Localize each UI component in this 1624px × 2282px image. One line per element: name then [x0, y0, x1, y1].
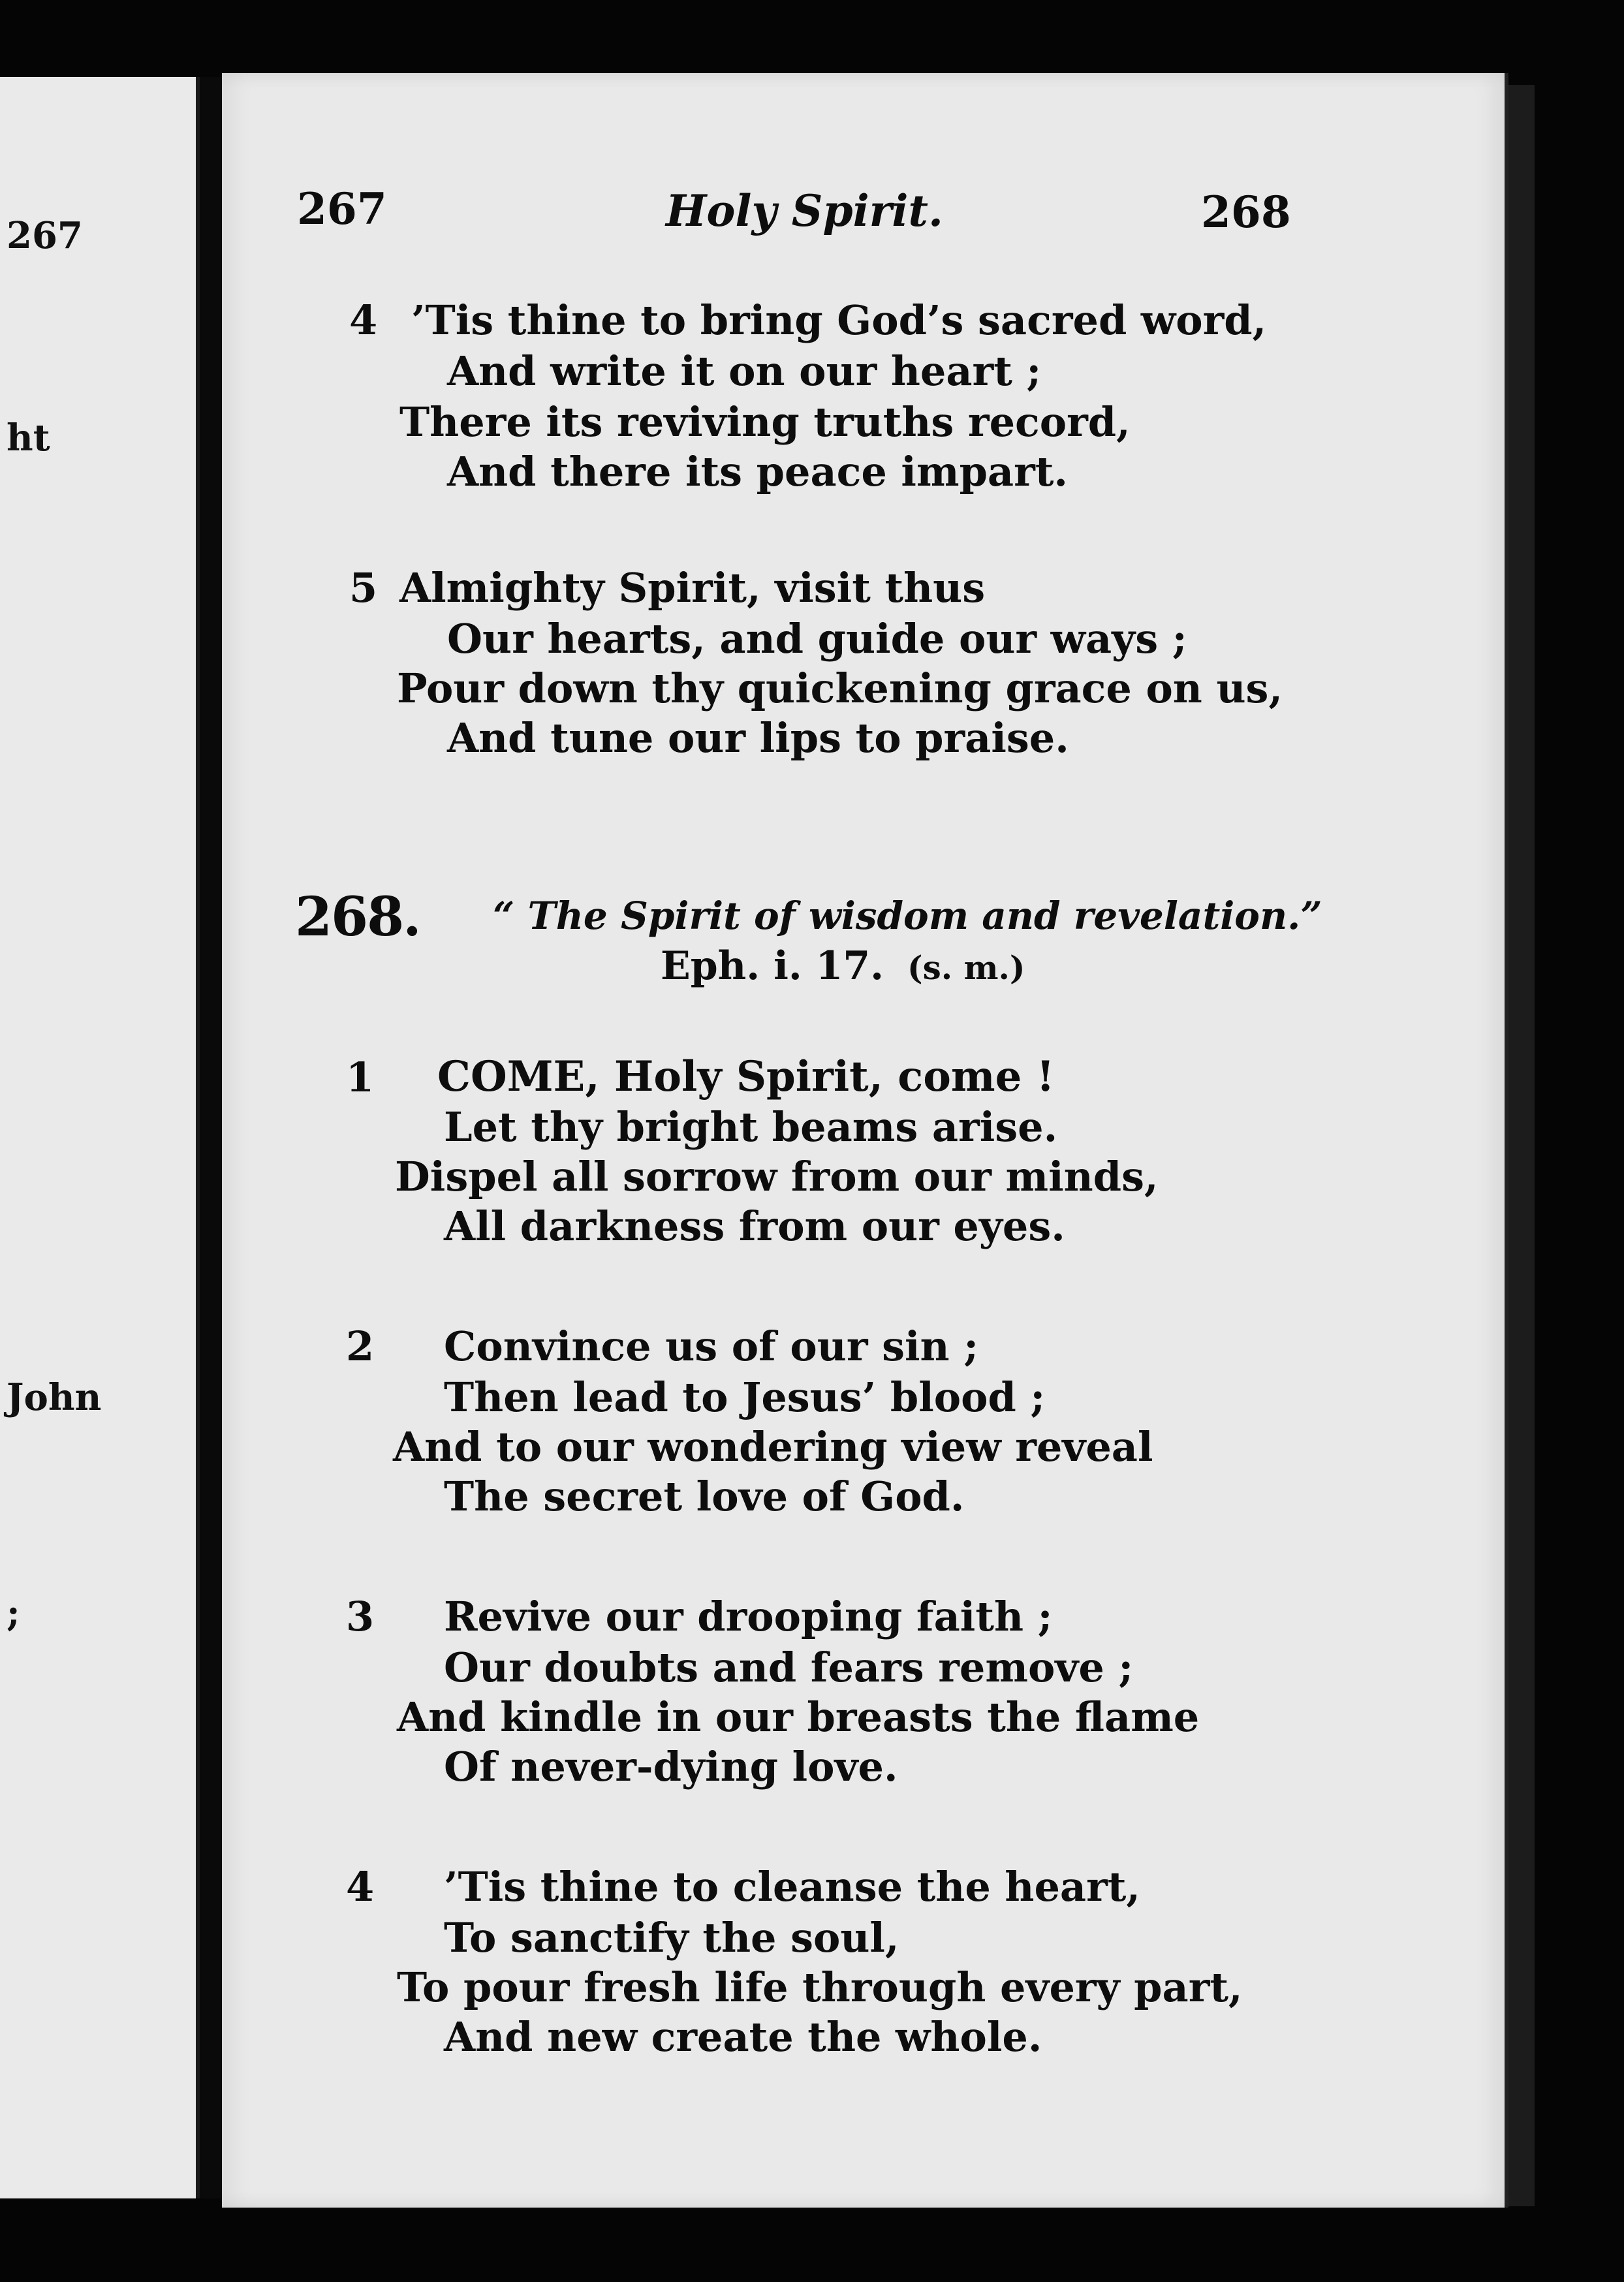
verse-line: All darkness from our eyes.	[444, 1202, 1065, 1250]
hymn-subtitle: “ The Spirit of wisdom and revelation.”	[493, 894, 1322, 938]
verse-line: Almighty Spirit, visit thus	[399, 564, 986, 612]
verse-line: And there its peace impart.	[447, 448, 1068, 495]
stanza-number: 1	[346, 1054, 375, 1101]
verse-line: Let thy bright beams arise.	[444, 1103, 1058, 1151]
stanza-number: 3	[346, 1593, 375, 1640]
page-edge	[1508, 85, 1535, 2206]
verse-line: And new create the whole.	[444, 2013, 1042, 2061]
stanza-number: 4	[346, 1863, 375, 1911]
verse-line: And tune our lips to praise.	[447, 714, 1069, 762]
running-title: Holy Spirit.	[666, 185, 943, 236]
verse-line: ’Tis thine to bring God’s sacred word,	[411, 296, 1267, 344]
meter: (s. m.)	[907, 948, 1025, 987]
facing-page-fragment: ht	[7, 416, 50, 460]
verse-line: To sanctify the soul,	[444, 1914, 899, 1962]
stanza-number: 5	[349, 564, 378, 612]
verse-line: And write it on our heart ;	[447, 347, 1042, 395]
verse-line: And kindle in our breasts the flame	[397, 1693, 1200, 1741]
verse-line: The secret love of God.	[444, 1473, 965, 1520]
header-left-hymn-number: 267	[297, 183, 387, 234]
facing-page-number: 267	[7, 214, 83, 257]
verse-line: There its reviving truths record,	[399, 398, 1131, 446]
book-gutter	[200, 77, 222, 2198]
verse-line: COME, Holy Spirit, come !	[437, 1052, 1055, 1101]
facing-page-fragment: ;	[7, 1591, 20, 1634]
verse-line: Of never-dying love.	[444, 1743, 898, 1790]
scripture-reference: Eph. i. 17.	[661, 943, 884, 989]
verse-line: Revive our drooping faith ;	[444, 1593, 1053, 1640]
verse-line: Pour down thy quickening grace on us,	[397, 664, 1283, 712]
facing-page-fragment: John	[7, 1376, 102, 1419]
stanza-number: 4	[349, 296, 378, 344]
verse-line: And to our wondering view reveal	[393, 1423, 1153, 1471]
verse-line: Then lead to Jesus’ blood ;	[444, 1373, 1046, 1421]
facing-page-edge	[0, 77, 200, 2198]
header-right-hymn-number: 268	[1201, 187, 1291, 238]
verse-line: Our hearts, and guide our ways ;	[447, 615, 1187, 663]
hymn-number: 268.	[295, 886, 420, 948]
verse-line: Dispel all sorrow from our minds,	[395, 1153, 1159, 1200]
verse-line: ’Tis thine to cleanse the heart,	[444, 1863, 1140, 1911]
stanza-number: 2	[346, 1322, 375, 1370]
verse-line: Convince us of our sin ;	[444, 1322, 979, 1370]
verse-line: Our doubts and fears remove ;	[444, 1644, 1134, 1691]
verse-line: To pour fresh life through every part,	[397, 1963, 1243, 2011]
hymnal-page	[222, 73, 1508, 2208]
